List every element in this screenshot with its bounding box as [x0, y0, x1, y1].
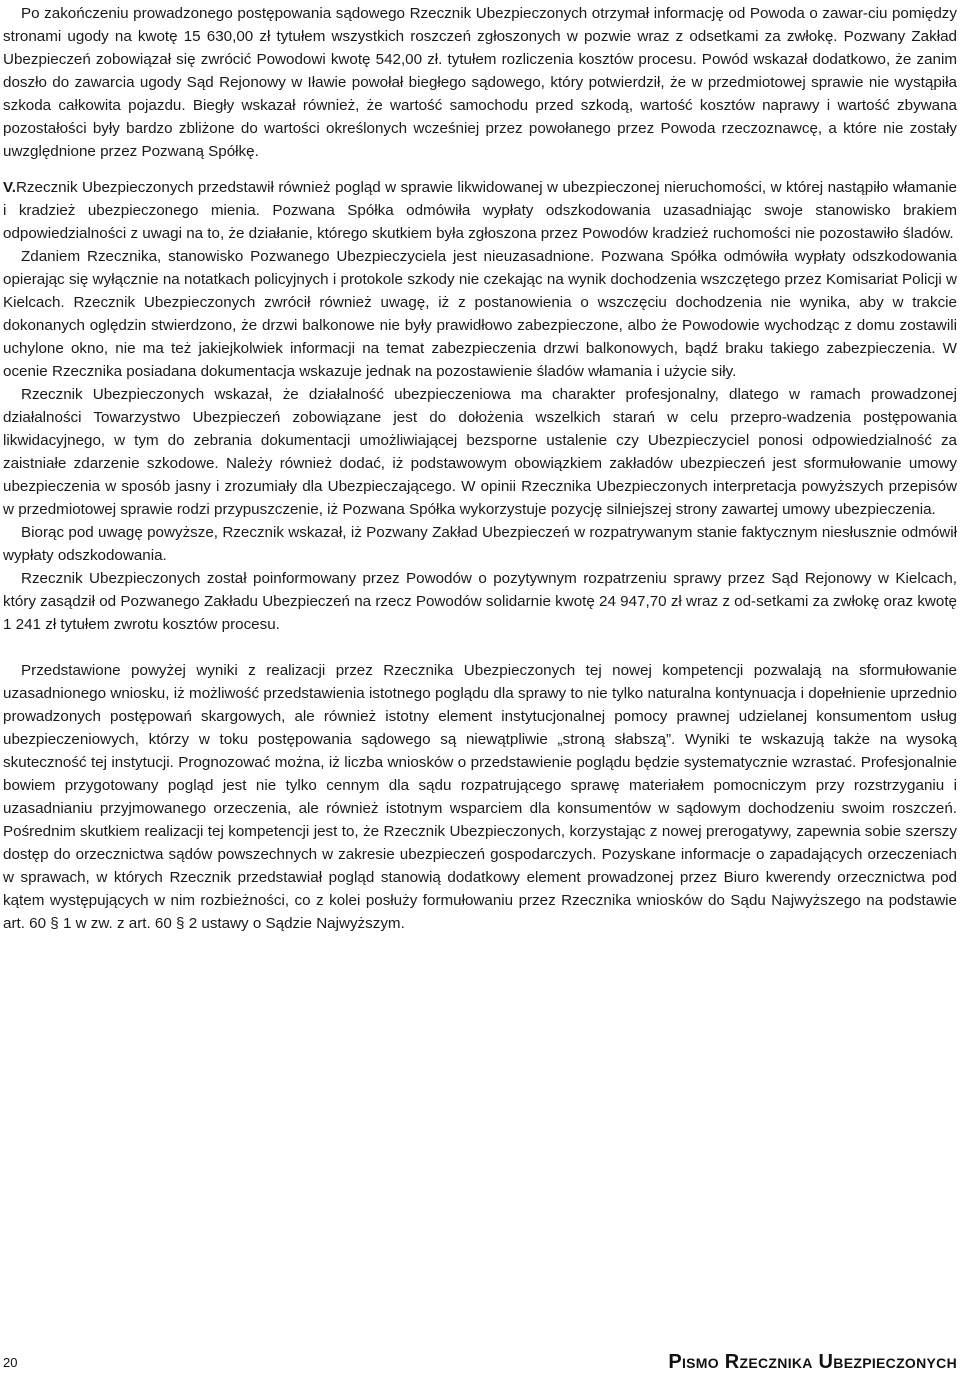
paragraph: Zdaniem Rzecznika, stanowisko Pozwanego Ubezpieczyciela jest nieuzasadnione. Pozwana Spółka odmówiła wypłaty odszkodowania opierając się wyłącznie na notatkach policyjnych i protokole szkody nie czekając na wynik dochodzenia wszczętego przez Komisariat Policji w Kielcach. Rzecznik Ubezpieczonych zwrócił również uwagę, iż z postanowienia o wszczęciu dochodzenia nie wynika, aby w trakcie dokonanych oględzin stwierdzono, że drzwi balkonowe nie były prawidłowo zabezpieczone, albo że Powodowie wychodząc z domu zostawili uchylone okno, nie ma też jakiejkolwiek informacji na temat zabezpieczenia drzwi balkonowych, bądź braku takiego zabezpieczenia. W ocenie Rzecznika posiadana dokumentacja wskazuje jednak na pozostawienie śladów włamania i użycie siły.: [3, 248, 957, 380]
paragraph: Biorąc pod uwagę powyższe, Rzecznik wskazał, iż Pozwany Zakład Ubezpieczeń w rozpatrywanym stanie faktycznym niesłusznie odmówił wypłaty odszkodowania.: [3, 524, 957, 564]
paragraph-section-v: [3, 176, 957, 245]
page-footer: [0, 1340, 960, 1380]
publication-title: Pismo Rzecznika Ubezpieczonych: [668, 1351, 957, 1373]
page-number: 20: [3, 1355, 18, 1370]
paragraph-text: Rzecznik Ubezpieczonych przedstawił również pogląd w sprawie likwidowanej w ubezpieczonej nieruchomości, w której nastąpiło włamanie i kradzież ubezpieczonego mienia. Pozwana Spółka odmówiła wypłaty odszkodowania uzasadniając swoje stanowisko brakiem odpowiedzialności z uwagi na to, że działanie, którego skutkiem była zgłoszona przez Powodów kradzież ruchomości nie pozostawiło śladów.: [3, 179, 957, 242]
section-marker: V.: [3, 179, 16, 196]
document-body: [3, 2, 957, 935]
paragraph: Rzecznik Ubezpieczonych wskazał, że działalność ubezpieczeniowa ma charakter profesjonalny, dlatego w ramach prowadzonej działalności Towarzystwo Ubezpieczeń zobowiązane jest do dołożenia wszelkich starań w celu przepro-wadzenia postępowania likwidacyjnego, w tym do zebrania dokumentacji umożliwiającej bezsporne ustalenie czy Ubezpieczyciel ponosi odpowiedzialność za zaistniałe zdarzenie szkodowe. Należy również dodać, iż podstawowym obowiązkiem zakładów ubezpieczeń jest sformułowanie umowy ubezpieczenia w sposób jasny i zrozumiały dla Ubezpieczającego. W opinii Rzecznika Ubezpieczonych interpretacja powyższych przepisów w przedmiotowej sprawie rodzi przypuszczenie, iż Pozwana Spółka wykorzystuje pozycję silniejszej strony zawartej umowy ubezpieczenia.: [3, 386, 957, 518]
paragraph: Po zakończeniu prowadzonego postępowania sądowego Rzecznik Ubezpieczonych otrzymał informację od Powoda o zawar-ciu pomiędzy stronami ugody na kwotę 15 630,00 zł tytułem wszystkich roszczeń zgłoszonych w pozwie wraz z odsetkami za zwłokę. Pozwany Zakład Ubezpieczeń zobowiązał się zwrócić Powodowi kwotę 542,00 zł. tytułem rozliczenia kosztów procesu. Powód wskazał dodatkowo, że zanim doszło do zawarcia ugody Sąd Rejonowy w Iławie powołał biegłego sądowego, który potwierdził, że w przedmiotowej sprawie nie wystąpiła szkoda całkowita pojazdu. Biegły wskazał również, że wartość samochodu przed szkodą, wartość kosztów naprawy i wartość zbywana pozostałości były bardzo zbliżone do wartości określonych wcześniej przez powołanego przez Powoda rzeczoznawcę, a które nie zostały uwzględnione przez Pozwaną Spółkę.: [3, 5, 957, 160]
paragraph-summary: Przedstawione powyżej wyniki z realizacji przez Rzecznika Ubezpieczonych tej nowej kompetencji pozwalają na sformułowanie uzasadnionego wniosku, iż możliwość przedstawienia istotnego poglądu dla sprawy to nie tylko naturalna kontynuacja i dopełnienie uprzednio prowadzonych postępowań skargowych, ale również istotny element instytucjonalnej pomocy prawnej udzielanej konsumentom usług ubezpieczeniowych, którzy w toku postępowania sądowego są niewątpliwie „stroną słabszą”. Wyniki te wskazują także na wysoką skuteczność tej instytucji. Prognozować można, iż liczba wniosków o przedstawienie poglądu będzie systematycznie wzrastać. Profesjonalnie bowiem przygotowany pogląd jest nie tylko cennym dla sądu rozpatrującego sprawę materiałem pomocniczym przy rozstrzyganiu i uzasadnianiu przyjmowanego orzeczenia, ale również istotnym wsparciem dla konsumentów w sądowym dochodzeniu swoim roszczeń. Pośrednim skutkiem realizacji tej kompetencji jest to, że Rzecznik Ubezpieczonych, korzystając z nowej prerogatywy, zapewnia sobie szerszy dostęp do orzecznictwa sądów powszechnych w zakresie ubezpieczeń gospodarczych. Pozyskane informacje o zapadających orzeczeniach w sprawach, w których Rzecznik przedstawiał pogląd stanowią dodatkowy element prowadzonej przez Biuro kwerendy orzecznictwa pod kątem występujących w nim rozbieżności, co z kolei posłuży formułowaniu przez Rzecznika wniosków do Sądu Najwyższego na podstawie art. 60 § 1 w zw. z art. 60 § 2 ustawy o Sądzie Najwyższym.: [3, 662, 957, 932]
paragraph: Rzecznik Ubezpieczonych został poinformowany przez Powodów o pozytywnym rozpatrzeniu sprawy przez Sąd Rejonowy w Kielcach, który zasądził od Pozwanego Zakładu Ubezpieczeń na rzecz Powodów solidarnie kwotę 24 947,70 zł wraz z od-setkami za zwłokę oraz kwotę 1 241 zł tytułem zwrotu kosztów procesu.: [3, 570, 957, 633]
